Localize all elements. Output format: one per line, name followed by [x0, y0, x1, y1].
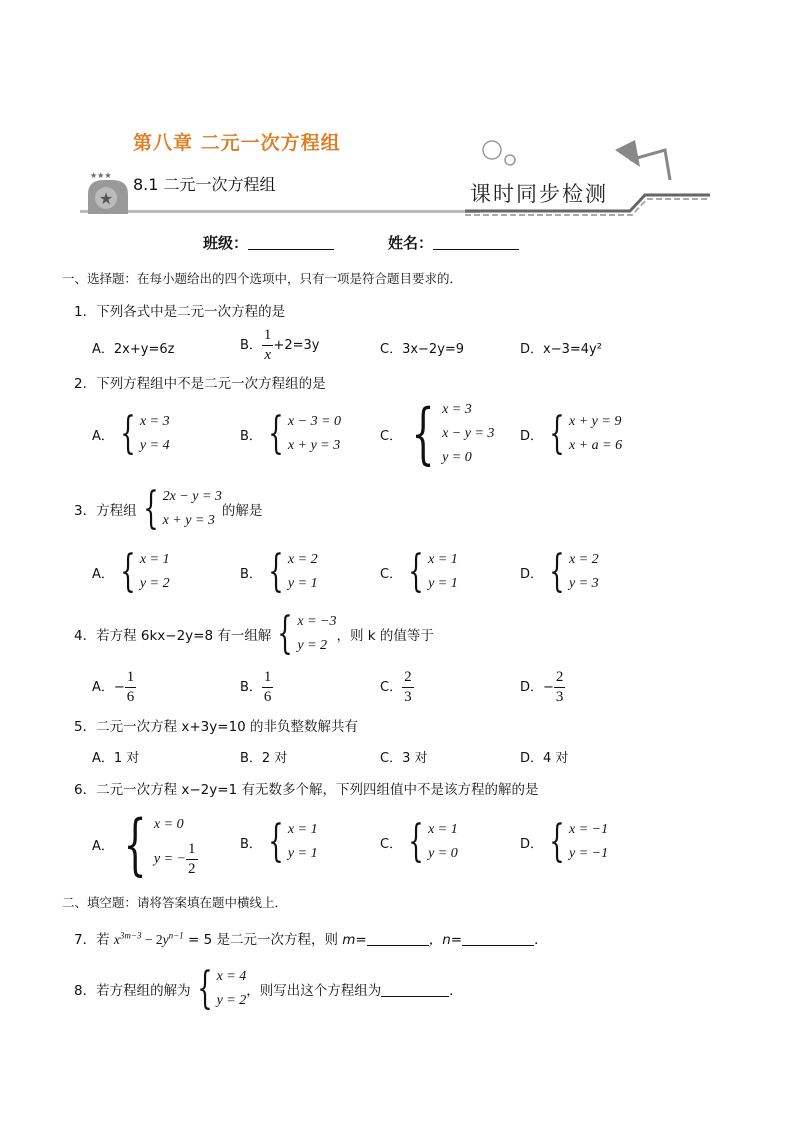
part2-heading: 二、填空题：请将答案填在题中横线上．: [62, 895, 288, 910]
q6-option-a: A． { x = 0 y = − $\frac{1}{2}$: [92, 805, 196, 883]
q1-option-d: D．x−3=4y²: [520, 342, 602, 357]
chapter-title: 第八章 二元一次方程组: [133, 132, 341, 154]
q3-option-c: C． { x = 1 y = 1: [380, 546, 458, 597]
class-blank[interactable]: [248, 235, 334, 250]
q2-option-a: A． { x = 3 y = 4: [92, 408, 170, 459]
banner-title: 课时同步检测: [470, 182, 608, 206]
q4-option-c: C． $\frac{2}{3}$: [380, 669, 412, 705]
q2-option-b: B． { x − 3 = 0 x + y = 3: [240, 408, 342, 459]
q7-stem: 7．若 $x^{3m-3} - 2y^{n-1} = 5$ 是二元一次方程，则 m= ，n= ．: [74, 930, 548, 948]
q5-option-c: C．3 对: [380, 751, 428, 766]
q3-option-d: D． { x = 2 y = 3: [520, 546, 599, 597]
q6-stem: 6．二元一次方程 x−2y=1 有无数多个解，下列四组值中不是该方程的解的是: [74, 782, 539, 798]
q5-option-b: B．2 对: [240, 751, 288, 766]
q5-option-d: D．4 对: [520, 751, 569, 766]
q4-option-d: D．− $\frac{2}{3}$: [520, 669, 564, 705]
q4-stem: 4．若方程 6kx−2y=8 有一组解 { x = −3 y = 2 ，则 k 的值等于: [74, 608, 434, 659]
q3-option-b: B． { x = 2 y = 1: [240, 546, 318, 597]
class-field: [203, 232, 334, 253]
part1-heading: 一、选择题：在每小题给出的四个选项中，只有一项是符合题目要求的．: [62, 271, 463, 286]
q7-n-blank[interactable]: [462, 931, 534, 946]
section-title: 8.1 二元一次方程组: [133, 175, 276, 194]
q2-stem: 2．下列方程组中不是二元一次方程组的是: [74, 376, 326, 392]
q3-stem: 3．方程组 { 2x − y = 3 x + y = 3 的解是: [74, 483, 263, 534]
svg-text:★★★: ★★★: [90, 171, 112, 180]
q1-option-b: B． $\frac{1}{x}$ +2=3y: [240, 327, 320, 363]
q4-option-b: B． $\frac{1}{6}$: [240, 669, 272, 705]
q2-option-c: C． { x = 3 x − y = 3 y = 0: [380, 395, 495, 472]
name-blank[interactable]: [433, 235, 519, 250]
q2-option-d: D． { x + y = 9 x + a = 6: [520, 408, 623, 459]
q1-option-c: C．3x−2y=9: [380, 342, 465, 357]
star-badge-icon: [82, 168, 134, 216]
q4-option-a: A．− $\frac{1}{6}$: [92, 669, 135, 705]
q3-option-a: A． { x = 1 y = 2: [92, 546, 170, 597]
q8-answer-blank[interactable]: [381, 982, 449, 997]
class-label: 班级：: [203, 234, 249, 252]
q6-option-c: C． { x = 1 y = 0: [380, 816, 458, 867]
q7-m-blank[interactable]: [367, 931, 429, 946]
q1-stem: 1．下列各式中是二元一次方程的是: [74, 304, 286, 320]
q1-option-a: A．2x+y=6z: [92, 342, 175, 357]
q6-option-d: D． { x = −1 y = −1: [520, 816, 609, 867]
svg-text:★: ★: [98, 189, 114, 208]
name-label: 姓名：: [388, 234, 434, 252]
name-field: [388, 232, 519, 253]
q6-option-b: B． { x = 1 y = 1: [240, 816, 318, 867]
q8-stem: 8．若方程组的解为 { x = 4 y = 2 ，则写出这个方程组为 ．: [74, 963, 463, 1014]
q5-stem: 5．二元一次方程 x+3y=10 的非负整数解共有: [74, 719, 359, 735]
q5-option-a: A．1 对: [92, 751, 140, 766]
